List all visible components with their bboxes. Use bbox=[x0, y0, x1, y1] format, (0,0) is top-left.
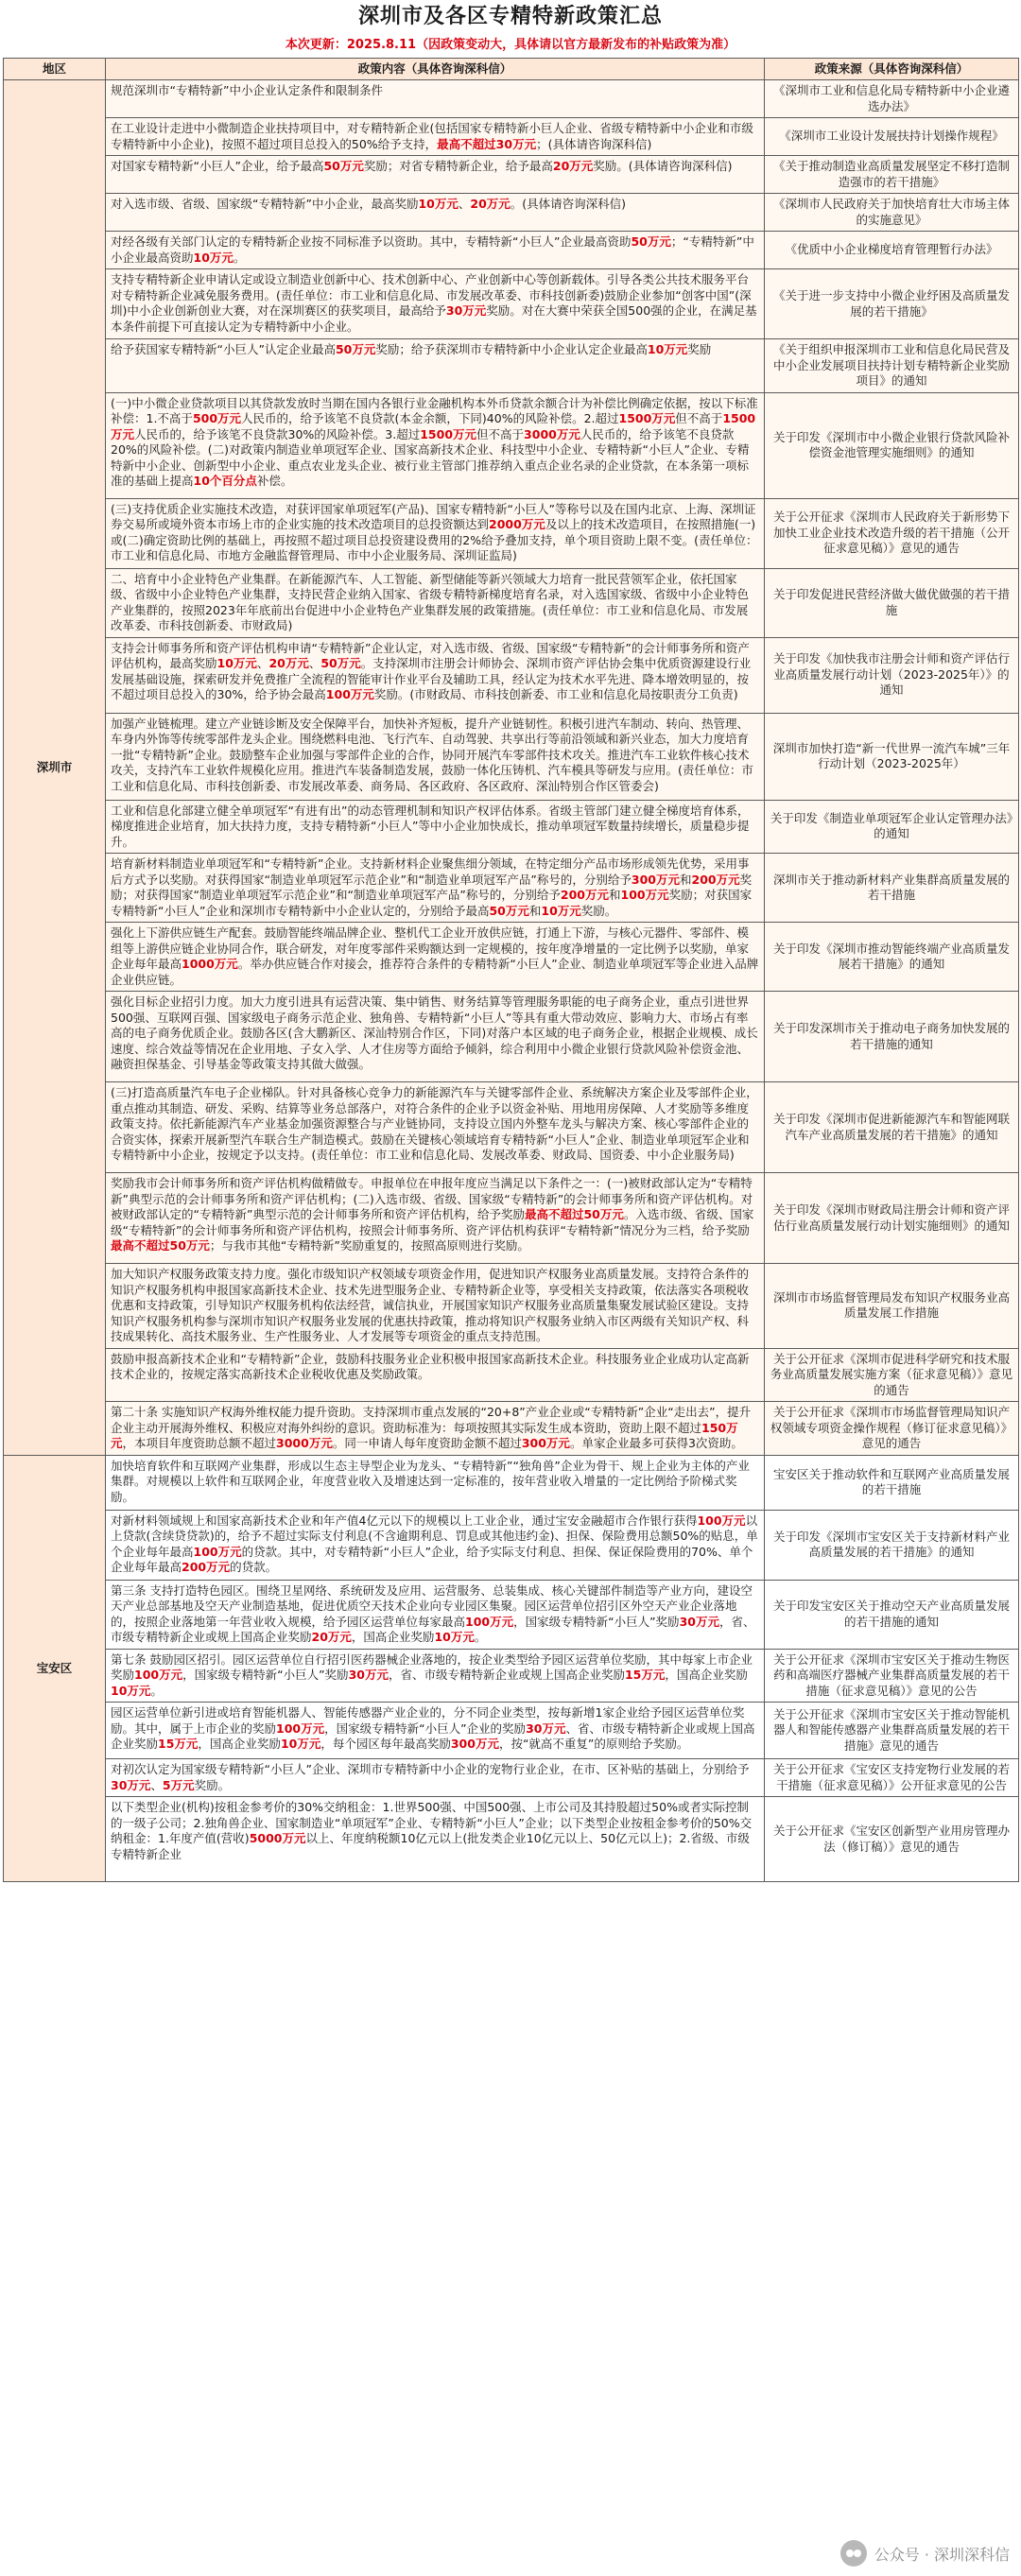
amount-highlight: 1000万元 bbox=[182, 957, 238, 971]
amount-highlight: 20万元 bbox=[311, 1630, 352, 1644]
policy-content: 对入选市级、省级、国家级“专精特新”中小企业，最高奖励10万元、20万元。(具体请咨询深科信) bbox=[106, 194, 765, 232]
policy-content: 培育新材料制造业单项冠军和“专精特新”企业。支持新材料企业聚焦细分领域，在特定细分产品市场形成领先优势，采用事后方式予以奖励。对获得国家“制造业单项冠军示范企业”和“制造业单项冠军产品”称号的，分别给予300万元和200万元奖励；对获得国家“制造业单项冠军示范企业”和“制造业单项冠军产品”称号的，分别给予200万元和100万元奖励；对获国家专精特新“小巨人”企业和深圳市专精特新中小企业认定的，分别给予最高50万元和10万元奖励。 bbox=[106, 854, 765, 923]
policy-content: 对新材料领域规上和国家高新技术企业和年产值4亿元以下的规模以上工业企业，通过宝安金融超市合作银行获得100万元以上贷款(含续贷贷款)的，给予不超过实际支付利息(不含逾期利息、罚息或其他违约金)、担保、保险费用总额50%的贴息，单个企业每年最高100万元的贷款。其中，对专精特新“小巨人”企业，给予实际支付利息、担保、保证保险费用的70%、单个企业每年最高200万元的贷款。 bbox=[106, 1510, 765, 1580]
amount-highlight: 300万元 bbox=[631, 872, 680, 887]
table-row bbox=[4, 992, 1019, 1082]
policy-content: 强化目标企业招引力度。加大力度引进具有运营决策、集中销售、财务结算等管理服务职能的电子商务企业，重点引进世界500强、互联网百强、国家级电子商务示范企业、独角兽、专精特新“小巨人”等具有重大带动效应、影响力大、市场占有率高的电子商务优质企业。鼓励各区(含大鹏新区、深汕特别合作区，下同)对落户本区域的电子商务企业，根据企业规模、成长速度、综合效益等情况在企业用地、子女入学、人才住房等方面给予倾斜，综合利用中小微企业银行贷款风险补偿资金池、融资担保基金、引导基金等政策支持其做大做强。 bbox=[106, 992, 765, 1082]
amount-highlight: 最高不超过50万元 bbox=[524, 1207, 624, 1221]
header-source: 政策来源（具体咨询深科信） bbox=[765, 59, 1019, 80]
policy-content: 支持专精特新企业申请认定或设立制造业创新中心、技术创新中心、产业创新中心等创新载体。引导各类公共技术服务平台对专精特新企业减免服务费用。(责任单位：市工业和信息化局、市发展改革委、市科技创新委)鼓励企业参加“创客中国”(深圳)中小企业创新创业大赛，对在深圳赛区的获奖项目，最高给予30万元奖励。对在大赛中荣获全国500强的企业，在满足基本条件前提下可直接认定为专精特新中小企业。 bbox=[106, 269, 765, 339]
policy-content: 对国家专精特新“小巨人”企业，给予最高50万元奖励；对省专精特新企业，给予最高20万元奖励。(具体请咨询深科信) bbox=[106, 156, 765, 194]
amount-highlight: 200万元 bbox=[182, 1560, 231, 1574]
amount-highlight: 10个百分点 bbox=[193, 474, 257, 488]
policy-content: 以下类型企业(机构)按租金参考价的30%交纳租金：1.世界500强、中国500强、上市公司及其持股超过50%或者实际控制的一级子公司；2.独角兽企业、国家制造业“单项冠军”企业、专精特新“小巨人”企业；以下类型企业按租金参考价的50%交纳租金：1.年度产值(营收)5000万元以上、年度纳税额10亿元以上(批发类企业10亿元以上、50亿元以上)；2.省级、市级专精特新企业 bbox=[106, 1797, 765, 1882]
amount-highlight: 10万元 bbox=[647, 342, 688, 356]
amount-highlight: 2000万元 bbox=[489, 517, 545, 531]
amount-highlight: 1500万元 bbox=[111, 411, 756, 441]
amount-highlight: 30万元 bbox=[679, 1614, 719, 1629]
amount-highlight: 20万元 bbox=[552, 159, 594, 173]
amount-highlight: 100万元 bbox=[465, 1614, 514, 1629]
amount-highlight: 最高不超过50万元 bbox=[111, 1238, 210, 1253]
amount-highlight: 100万元 bbox=[134, 1668, 183, 1682]
wechat-icon bbox=[840, 2540, 867, 2567]
table-row bbox=[4, 637, 1019, 713]
amount-highlight: 10万元 bbox=[434, 1630, 475, 1644]
amount-highlight: 5万元 bbox=[162, 1777, 195, 1792]
policy-source: 《优质中小企业梯度培育管理暂行办法》 bbox=[765, 232, 1019, 269]
policy-content: 对初次认定为国家级专精特新“小巨人”企业、深圳市专精特新中小企业的宠物行业企业，在市、区补贴的基础上，分别给予30万元、5万元奖励。 bbox=[106, 1759, 765, 1797]
policy-source: 关于印发《深圳市促进新能源汽车和智能网联汽车产业高质量发展的若干措施》的通知 bbox=[765, 1082, 1019, 1173]
policy-source: 关于公开征求《深圳市宝安区关于推动生物医药和高端医疗器械产业集群高质量发展的若干措施（征求意见稿）》意见的公告 bbox=[765, 1649, 1019, 1703]
amount-highlight: 3000万元 bbox=[524, 426, 580, 441]
table-row bbox=[4, 1082, 1019, 1173]
table-row bbox=[4, 854, 1019, 923]
policy-source: 关于印发《深圳市推动智能终端产业高质量发展若干措施》的通知 bbox=[765, 923, 1019, 992]
policy-source: 《关于推动制造业高质量发展坚定不移打造制造强市的若干措施》 bbox=[765, 156, 1019, 194]
policy-content: 第二十条 实施知识产权海外维权能力提升资助。支持深圳市重点发展的“20+8”产业企业或“专精特新”企业“走出去”，提升企业主动开展海外维权、积极应对海外纠纷的意识。资助标准为：每项按照其实际发生成本资助，资助上限不超过150万元，本项目年度资助总额不超过3000万元。同一申请人每年度资助金额不超过300万元。单家企业最多可获得3次资助。 bbox=[106, 1402, 765, 1456]
amount-highlight: 10万元 bbox=[111, 1683, 151, 1698]
policy-content: 鼓励申报高新技术企业和“专精特新”企业，鼓励科技服务业企业积极申报国家高新技术企业。科技服务业企业成功认定高新技术企业的，按规定落实高新技术企业税收优惠及奖励政策。 bbox=[106, 1348, 765, 1402]
policy-source: 宝安区关于推动软件和互联网产业高质量发展的若干措施 bbox=[765, 1455, 1019, 1510]
policy-content: 加大知识产权服务政策支持力度。强化市级知识产权领域专项资金作用，促进知识产权服务业高质量发展。支持符合条件的知识产权服务机构申报国家高新技术企业、技术先进型服务企业、专精特新企业等，享受相关支持政策，依法落实各项税收优惠和支持政策，引导知识产权服务机构依法经营，诚信执业，开展国家知识产权服务业高质量集聚发展试验区建设。支持知识产权服务机构参与深圳市知识产权服务业发展的优惠扶持政策，推动将知识产权服务业纳入市区两级有关知识产权、科技成果转化、高技术服务业、生产性服务业、人才发展等专项资金的重点支持范围。 bbox=[106, 1264, 765, 1349]
table-row bbox=[4, 800, 1019, 854]
policy-content: (三)打造高质量汽车电子企业梯队。针对具备核心竞争力的新能源汽车与关键零部件企业、系统解决方案企业及零部件企业，重点推动其制造、研发、采购、结算等业务总部落户，对符合条件的企业予以资金补贴、用地用房保障、人才奖励等多维度政策支持。依托新能源汽车产业基金加强资源整合与产业链协同，支持设立国内外整车龙头与解决方案、核心零部件企业的合资实体，探索开展新型汽车联合生产制造模式。鼓励在关键核心领域培育专精特新“小巨人”企业、制造业单项冠军企业和专精特新中小企业，按规定予以支持。(责任单位：市工业和信息化局、发展改革委、财政局、国资委、中小企业服务局) bbox=[106, 1082, 765, 1173]
table-row bbox=[4, 568, 1019, 637]
watermark bbox=[840, 2538, 1010, 2568]
policy-source: 深圳市市场监督管理局发布知识产权服务业高质量发展工作措施 bbox=[765, 1264, 1019, 1349]
amount-highlight: 100万元 bbox=[193, 1544, 242, 1559]
amount-highlight: 30万元 bbox=[348, 1668, 389, 1682]
page-title: 深圳市及各区专精特新政策汇总 bbox=[357, 5, 663, 28]
table-row bbox=[4, 1402, 1019, 1456]
amount-highlight: 300万元 bbox=[521, 1436, 570, 1450]
table-row bbox=[4, 1264, 1019, 1349]
policy-content: 规范深圳市“专精特新”中小企业认定条件和限制条件 bbox=[106, 80, 765, 118]
table-row bbox=[4, 339, 1019, 393]
table-row bbox=[4, 713, 1019, 800]
amount-highlight: 150万元 bbox=[111, 1420, 738, 1450]
table-row bbox=[4, 1759, 1019, 1797]
amount-highlight: 200万元 bbox=[691, 872, 740, 887]
policy-content: 园区运营单位新引进或培育智能机器人、智能传感器产业企业的，分不同企业类型，按每新增1家企业给予园区运营单位奖励。其中，属于上市企业的奖励100万元，国家级专精特新“小巨人”企业的奖励30万元、省、市级专精特新企业或规上国高企业奖励15万元，国高企业奖励10万元，每个园区每年最高奖励300万元，按“就高不重复”的原则给予奖励。 bbox=[106, 1703, 765, 1759]
policy-content: 奖励我市会计师事务所和资产评估机构做精做专。申报单位在申报年度应当满足以下条件之一：(一)被财政部认定为“专精特新”典型示范的会计师事务所和资产评估机构；(二)入选市级、省级、国家级“专精特新”的会计师事务所和资产评估机构。对被财政部认定的“专精特新”典型示范的会计师事务所和资产评估机构，给予奖励最高不超过50万元。入选市级、省级、国家级“专精特新”的会计师事务所和资产评估机构，按照会计师事务所、资产评估机构获评“专精特新”情况分为三档，给予奖励最高不超过50万元；与我市其他“专精特新”奖励重复的，按照高原则进行奖励。 bbox=[106, 1173, 765, 1264]
policy-source: 关于印发《深圳市宝安区关于支持新材料产业高质量发展的若干措施》的通知 bbox=[765, 1510, 1019, 1580]
update-notice: 本次更新：2025.8.11（因政策变动大，具体请以官方最新发布的补贴政策为准） bbox=[285, 38, 736, 52]
table-row bbox=[4, 1797, 1019, 1882]
amount-highlight: 10万元 bbox=[193, 250, 234, 265]
policy-source: 关于印发《制造业单项冠军企业认定管理办法》的通知 bbox=[765, 800, 1019, 854]
policy-content: 在工业设计走进中小微制造企业扶持项目中，对专精特新企业(包括国家专精特新小巨人企业、省级专精特新中小企业和市级专精特新中小企业)，按照不超过项目总投入的50%给予支持，最高不超过30万元；(具体请咨询深科信) bbox=[106, 118, 765, 156]
policy-source: 关于公开征求《深圳市人民政府关于新形势下加快工业企业技术改造升级的若干措施（公开征求意见稿）》意见的通告 bbox=[765, 498, 1019, 568]
table-row bbox=[4, 1703, 1019, 1759]
table-row bbox=[4, 1580, 1019, 1649]
amount-highlight: 1500万元 bbox=[618, 411, 676, 425]
amount-highlight: 50万元 bbox=[631, 234, 671, 249]
table-row bbox=[4, 392, 1019, 498]
region-baoan: 宝安区 bbox=[4, 1455, 106, 1882]
amount-highlight: 10万元 bbox=[541, 903, 581, 918]
amount-highlight: 20万元 bbox=[268, 656, 309, 670]
watermark-text: 公众号 · 深圳深科信 bbox=[874, 2545, 1010, 2564]
policy-source: 《深圳市工业和信息化局专精特新中小企业遴选办法》 bbox=[765, 80, 1019, 118]
amount-highlight: 50万元 bbox=[323, 159, 364, 173]
policy-source: 深圳市关于推动新材料产业集群高质量发展的若干措施 bbox=[765, 854, 1019, 923]
amount-highlight: 100万元 bbox=[325, 687, 374, 701]
policy-content: 给予获国家专精特新“小巨人”认定企业最高50万元奖励；给予获深圳市专精特新中小企业认定企业最高10万元奖励 bbox=[106, 339, 765, 393]
amount-highlight: 30万元 bbox=[526, 1720, 566, 1736]
policy-source: 关于印发促进民营经济做大做优做强的若干措施 bbox=[765, 568, 1019, 637]
policy-content: 强化上下游供应链生产配套。鼓励智能终端品牌企业、整机代工企业开放供应链，打通上下游，与核心元器件、零部件、模组等上游供应链企业协同合作，联合研发，对年度零部件采购额达到一定规模的，按年度净增量的一定比例予以奖励，单家企业每年最高1000万元。举办供应链合作对接会，推荐符合条件的专精特新“小巨人”企业、制造业单项冠军等企业进入品牌企业供应链。 bbox=[106, 923, 765, 992]
amount-highlight: 50万元 bbox=[320, 656, 361, 670]
amount-highlight: 15万元 bbox=[158, 1737, 199, 1751]
region-shenzhen: 深圳市 bbox=[4, 80, 106, 1456]
policy-source: 《深圳市工业设计发展扶持计划操作规程》 bbox=[765, 118, 1019, 156]
policy-source: 《深圳市人民政府关于加快培育壮大市场主体的实施意见》 bbox=[765, 194, 1019, 232]
policy-source: 关于印发《加快我市注册会计师和资产评估行业高质量发展行动计划（2023-2025年）》的通知 bbox=[765, 637, 1019, 713]
amount-highlight: 最高不超过30万元 bbox=[437, 136, 537, 151]
policy-source: 关于公开征求《深圳市促进科学研究和技术服务业高质量发展实施方案（征求意见稿）》意见的通告 bbox=[765, 1348, 1019, 1402]
amount-highlight: 300万元 bbox=[450, 1737, 499, 1751]
header-content: 政策内容（具体咨询深科信） bbox=[106, 59, 765, 80]
policy-source: 关于公开征求《深圳市宝安区关于推动智能机器人和智能传感器产业集群高质量发展的若干措施》意见的通告 bbox=[765, 1703, 1019, 1759]
table-row bbox=[4, 923, 1019, 992]
policy-source: 关于印发《深圳市中小微企业银行贷款风险补偿资金池管理实施细则》的通知 bbox=[765, 392, 1019, 498]
table-row bbox=[4, 1348, 1019, 1402]
table-row bbox=[4, 498, 1019, 568]
policy-content: 二、培育中小企业特色产业集群。在新能源汽车、人工智能、新型储能等新兴领域大力培育一批民营领军企业，依托国家级、省级中小企业特色产业集群，支持民营企业纳入国家、省级专精特新梯度培育名录，对入选国家级、省级中小企业特色产业集群的，按照2023年年底前出台促进中小企业特色产业集群发展的政策措施。(责任单位：市工业和信息化局、市发展改革委、市科技创新委、市财政局) bbox=[106, 568, 765, 637]
policy-source: 关于公开征求《宝安区创新型产业用房管理办法（修订稿）》意见的通告 bbox=[765, 1797, 1019, 1882]
policy-source: 《关于组织申报深圳市工业和信息化局民营及中小企业发展项目扶持计划专精特新企业奖励项目》的通知 bbox=[765, 339, 1019, 393]
table-row bbox=[4, 194, 1019, 232]
amount-highlight: 100万元 bbox=[620, 888, 669, 902]
policy-content: (一)中小微企业贷款项目以其贷款发放时当期在国内各银行业金融机构本外币贷款余额合计为补偿比例确定依据，按以下标准补偿：1.不高于500万元人民币的，给予该笔不良贷款(本金余额，下同)40%的风险补偿。2.超过1500万元但不高于1500万元人民币的，给予该笔不良贷款30%的风险补偿。3.超过1500万元但不高于3000万元人民币的，给予该笔不良贷款20%的风险补偿。(二)对政策内制造业单项冠军企业、国家高新技术企业、科技型中小企业、专精特新“小巨人”企业、专精特新中小企业、创新型中小企业、重点农业龙头企业、被行业主管部门推荐纳入重点企业名录的企业贷款，在本条第一项标准的基础上提高10个百分点补偿。 bbox=[106, 392, 765, 498]
amount-highlight: 50万元 bbox=[335, 342, 376, 356]
policy-content: 第三条 支持打造特色园区。围绕卫星网络、系统研发及应用、运营服务、总装集成、核心关键部件制造等产业方向，建设空天产业总部基地及空天产业制造基地，促进优质空天技术企业向专业园区集聚。园区运营单位招引区外空天产业企业落地的，按照企业落地第一年营业收入规模，给予园区运营单位每家最高100万元，国家级专精特新“小巨人”奖励30万元，省、市级专精特新企业或规上国高企业奖励20万元，国高企业奖励10万元。 bbox=[106, 1580, 765, 1649]
amount-highlight: 30万元 bbox=[445, 303, 487, 318]
amount-highlight: 5000万元 bbox=[249, 1831, 306, 1845]
table-header-row bbox=[4, 59, 1019, 80]
policy-source: 关于印发宝安区关于推动空天产业高质量发展的若干措施的通知 bbox=[765, 1580, 1019, 1649]
amount-highlight: 20万元 bbox=[470, 197, 510, 211]
amount-highlight: 3000万元 bbox=[276, 1436, 333, 1450]
policy-content: 加快培育软件和互联网产业集群，形成以生态主导型企业为龙头、“专精特新”“独角兽”企业为骨干、规上企业为主体的产业集群。对规模以上软件和互联网企业，年度营业收入及增速达到一定标准的，按年营业收入增量的一定比例给予阶梯式奖励。 bbox=[106, 1455, 765, 1510]
policy-table bbox=[3, 58, 1019, 1882]
table-row bbox=[4, 1510, 1019, 1580]
table-row bbox=[4, 118, 1019, 156]
table-row bbox=[4, 232, 1019, 269]
amount-highlight: 100万元 bbox=[276, 1720, 325, 1736]
policy-source: 关于印发深圳市关于推动电子商务加快发展的若干措施的通知 bbox=[765, 992, 1019, 1082]
policy-source: 关于公开征求《宝安区支持宠物行业发展的若干措施（征求意见稿）》公开征求意见的公告 bbox=[765, 1759, 1019, 1797]
amount-highlight: 1500万元 bbox=[420, 426, 477, 441]
amount-highlight: 15万元 bbox=[624, 1668, 666, 1682]
table-row bbox=[4, 1455, 1019, 1510]
table-row bbox=[4, 156, 1019, 194]
policy-content: (三)支持优质企业实施技术改造，对获评国家单项冠军(产品)、国家专精特新“小巨人”等称号以及在国内北京、上海、深圳证券交易所或境外资本市场上市的企业实施的技术改造项目的总投资额达到2000万元及以上的技术改造项目，在按照措施(一)或(二)确定资助比例的基础上，再按照不超过项目总投资建设费用的2%给予叠加支持，单个项目资助上限不变。(责任单位：市工业和信息化局、市地方金融监督管理局、市中小企业服务局、深圳证监局) bbox=[106, 498, 765, 568]
header-region: 地区 bbox=[4, 59, 106, 80]
table-row bbox=[4, 1649, 1019, 1703]
amount-highlight: 500万元 bbox=[192, 411, 242, 425]
amount-highlight: 10万元 bbox=[216, 656, 257, 670]
policy-content: 支持会计师事务所和资产评估机构申请“专精特新”企业认定，对入选市级、省级、国家级“专精特新”的会计师事务所和资产评估机构，最高奖励10万元、20万元、50万元。支持深圳市注册会计师协会、深圳市资产评估协会集中优质资源建设行业发展基础设施，探索研发并免费推广全流程的智能审计作业平台及辅助工具，经认定为技术水平先进、降本增效明显的，按不超过项目总投入的30%，给予协会最高100万元奖励。(市财政局、市科技创新委、市工业和信息化局按职责分工负责) bbox=[106, 637, 765, 713]
policy-content: 第七条 鼓励园区招引。园区运营单位自行招引医药器械企业落地的，按企业类型给予园区运营单位奖励，其中每家上市企业奖励100万元，国家级专精特新“小巨人”奖励30万元，省、市级专精特新企业或规上国高企业奖励15万元，国高企业奖励10万元。 bbox=[106, 1649, 765, 1703]
table-row bbox=[4, 1173, 1019, 1264]
amount-highlight: 50万元 bbox=[489, 903, 529, 918]
amount-highlight: 100万元 bbox=[697, 1513, 746, 1528]
policy-source: 关于公开征求《深圳市市场监督管理局知识产权领域专项资金操作规程（修订征求意见稿）》意见的通告 bbox=[765, 1402, 1019, 1456]
amount-highlight: 10万元 bbox=[280, 1737, 321, 1751]
amount-highlight: 10万元 bbox=[418, 197, 459, 211]
amount-highlight: 200万元 bbox=[560, 888, 609, 902]
policy-source: 深圳市加快打造“新一代世界一流汽车城”三年行动计划（2023-2025年） bbox=[765, 713, 1019, 800]
policy-source: 《关于进一步支持中小微企业纾困及高质量发展的若干措施》 bbox=[765, 269, 1019, 339]
amount-highlight: 30万元 bbox=[111, 1777, 151, 1792]
policy-content: 对经各级有关部门认定的专精特新企业按不同标准予以资助。其中，专精特新“小巨人”企业最高资助50万元；“专精特新”中小企业最高资助10万元。 bbox=[106, 232, 765, 269]
table-row bbox=[4, 80, 1019, 118]
policy-content: 加强产业链梳理。建立产业链诊断及安全保障平台，加快补齐短板，提升产业链韧性。积极引进汽车制动、转向、热管理、车身内外饰等传统零部件龙头企业。围绕燃料电池、飞行汽车、自动驾驶、共享出行等前沿领域和新兴业态，加大力度培育一批“专精特新”企业。鼓励整车企业加强与零部件企业的合作，协同开展汽车零部件技术攻关。推进汽车工业软件核心技术攻关，支持汽车工业软件规模化应用。推进汽车装备制造发展，鼓励一体化压铸机、汽车模具等研发与应用。(责任单位：市工业和信息化局、市科技创新委、市发展改革委、商务局、各区政府、各区政府、深汕特别合作区管委会) bbox=[106, 713, 765, 800]
policy-content: 工业和信息化部建立健全单项冠军“有进有出”的动态管理机制和知识产权评估体系。省级主管部门建立健全梯度培育体系，梯度推进企业培育，加大扶持力度，支持专精特新“小巨人”等中小企业加快成长，推动单项冠军数量持续增长，质量稳步提升。 bbox=[106, 800, 765, 854]
policy-source: 关于印发《深圳市财政局注册会计师和资产评估行业高质量发展行动计划实施细则》的通知 bbox=[765, 1173, 1019, 1264]
table-row bbox=[4, 269, 1019, 339]
